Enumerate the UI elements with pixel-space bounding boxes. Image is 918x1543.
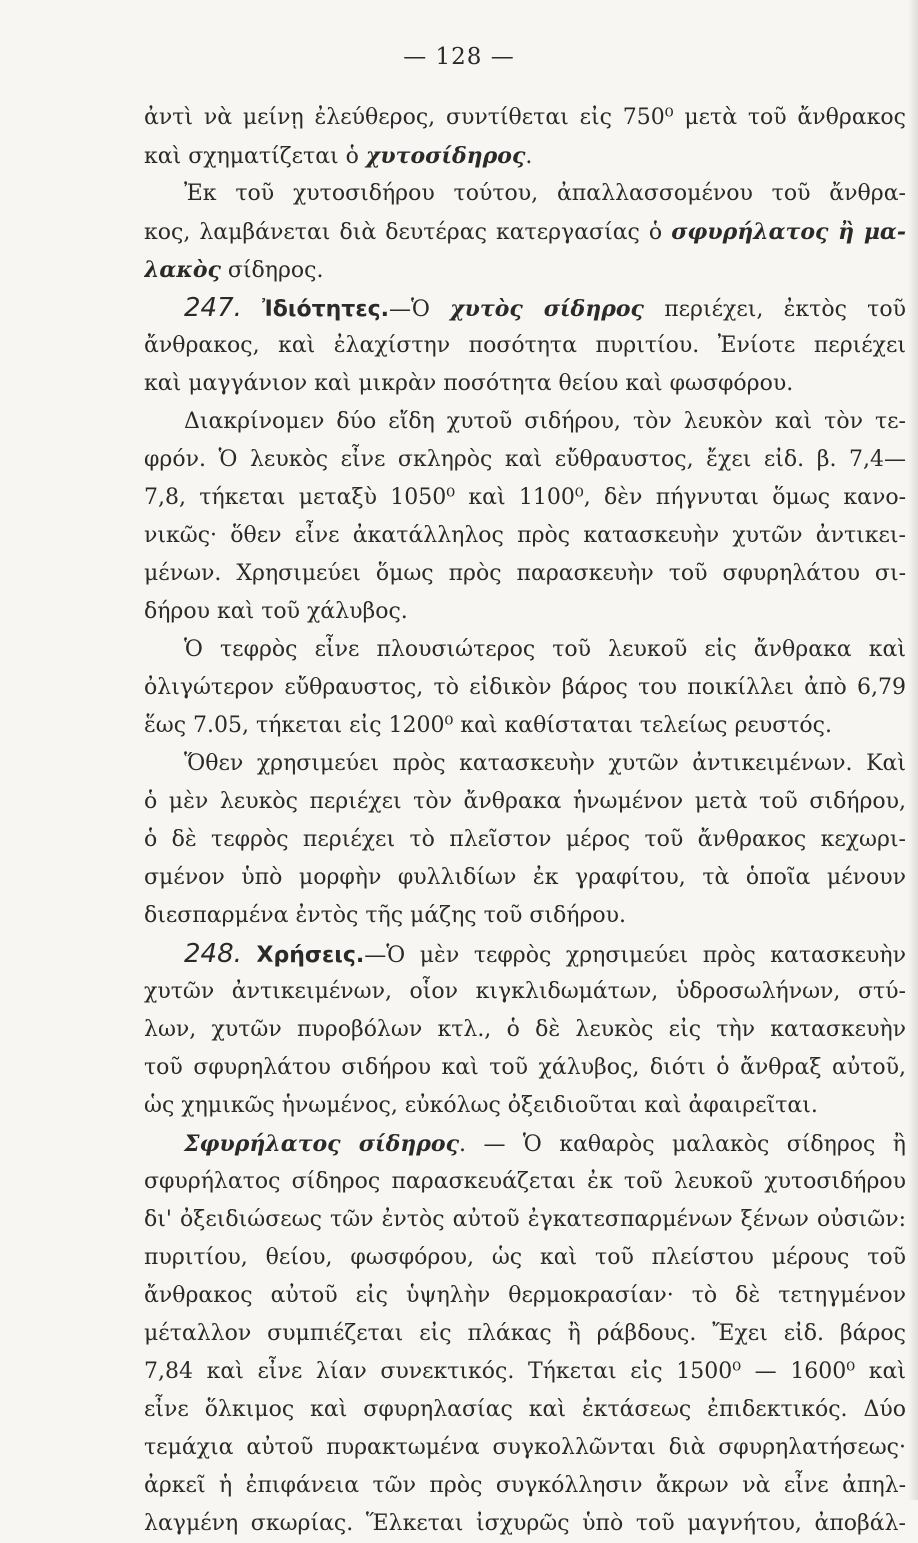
text-line: ἕως 7.05, τήκεται εἰς 1200⁰ καὶ καθίσταται τελείως ρευστός.	[144, 713, 832, 738]
text-line: Ἐκ τοῦ χυτοσιδήρου τούτου, ἀπαλλασσομένου τοῦ ἄνθρα-	[184, 181, 906, 206]
text-line: ὀλιγώτερον εὔθραυστος, τὸ εἰδικὸν βάρος του ποικίλλει ἀπὸ 6,79	[144, 675, 906, 700]
text-line: δι' ὀξειδιώσεως τῶν ἐντὸς αὐτοῦ ἐγκατεσπαρμένων ξένων οὐσιῶν:	[144, 1207, 906, 1232]
text-line: σφυρήλατος σίδηρος παρασκευάζεται ἐκ τοῦ λευκοῦ χυτοσιδήρου	[144, 1169, 906, 1194]
text-line: ἄνθρακος αὐτοῦ εἰς ὑψηλὴν θερμοκρασίαν· τὸ δὲ τετηγμένον	[144, 1283, 906, 1308]
text-line: εἶνε ὅλκιμος καὶ σφυρηλασίας καὶ ἐκτάσεως ἐπιδεκτικός. Δύο	[144, 1397, 906, 1422]
text-line: ὁ δὲ τεφρὸς περιέχει τὸ πλεῖστον μέρος τοῦ ἄνθρακος κεχωρι-	[144, 827, 906, 852]
text-line: κος, λαμβάνεται διὰ δευτέρας κατεργασίας ὁ σφυρήλατος ἢ μα-	[144, 219, 906, 245]
text-line: πυριτίου, θείου, φωσφόρου, ὡς καὶ τοῦ πλείστου μέρους τοῦ	[144, 1245, 906, 1270]
text-line: 7,8, τήκεται μεταξὺ 1050⁰ καὶ 1100⁰, δὲν πήγνυται ὅμως κανο-	[144, 485, 906, 510]
term-chytosideros: χυτοσίδηρος	[365, 143, 526, 169]
section-number: 248.	[184, 939, 242, 969]
section-heading-247: 247. Ἰδιότητες.—Ὁ χυτὸς σίδηρος περιέχει, ἐκτὸς τοῦ	[184, 293, 906, 323]
text-line: μένων. Χρησιμεύει ὅμως πρὸς παρασκευὴν τοῦ σφυρηλάτου σι-	[144, 561, 906, 586]
section-number: 247.	[184, 293, 242, 323]
text-line: σμένον ὑπὸ μορφὴν φυλλιδίων ἐκ γραφίτου, τὰ ὁποῖα μένουν	[144, 865, 906, 890]
text-line: Ὁ τεφρὸς εἶνε πλουσιώτερος τοῦ λευκοῦ εἰς ἄνθρακα καὶ	[184, 637, 906, 662]
text-line: τοῦ σφυρηλάτου σιδήρου καὶ τοῦ χάλυβος, διότι ὁ ἄνθραξ αὐτοῦ,	[144, 1055, 906, 1080]
text-line: λαγμένη σκωρίας. Ἕλκεται ἰσχυρῶς ὑπὸ τοῦ μαγνήτου, ἀποβάλ-	[144, 1511, 906, 1536]
text-line: Διακρίνομεν δύο εἴδη χυτοῦ σιδήρου, τὸν λευκὸν καὶ τὸν τε-	[184, 409, 906, 434]
text-line: χυτῶν ἀντικειμένων, οἷον κιγκλιδωμάτων, ὑδροσωλήνων, στύ-	[144, 979, 906, 1004]
text-line: ἀντὶ νὰ μείνῃ ἐλεύθερος, συντίθεται εἰς 750⁰ μετὰ τοῦ ἄνθρακος	[144, 105, 906, 130]
term-chytos-sideros: χυτὸς σίδηρος	[450, 296, 644, 322]
text-line: ἄνθρακος, καὶ ἐλαχίστην ποσότητα πυριτίου. Ἐνίοτε περιέχει	[144, 333, 906, 358]
body-text	[144, 99, 906, 1543]
section-title: Ἰδιότητες.	[262, 297, 389, 322]
text-line: λακὸς σίδηρος.	[144, 257, 324, 283]
text-line: νικῶς· ὅθεν εἶνε ἀκατάλληλος πρὸς κατασκευὴν χυτῶν ἀντικει-	[144, 523, 906, 548]
text-line: καὶ σχηματίζεται ὁ χυτοσίδηρος.	[144, 143, 533, 169]
text-line: διεσπαρμένα ἐντὸς τῆς μάζης τοῦ σιδήρου.	[144, 903, 627, 928]
text-line: Ὅθεν χρησιμεύει πρὸς κατασκευὴν χυτῶν ἀντικειμένων. Καὶ	[184, 751, 906, 776]
term-sfyrilatos: σφυρήλατος ἢ μα-	[671, 219, 906, 245]
section-title: Χρήσεις.	[256, 943, 365, 968]
subheading-title: Σφυρήλατος σίδηρος	[184, 1131, 459, 1157]
text-line: δήρου καὶ τοῦ χάλυβος.	[144, 599, 408, 624]
scan-edge-shadow	[908, 0, 918, 1500]
section-heading-248: 248. Χρήσεις.—Ὁ μὲν τεφρὸς χρησιμεύει πρὸς κατασκευὴν	[184, 939, 906, 969]
text-line: φρόν. Ὁ λευκὸς εἶνε σκληρὸς καὶ εὔθραυστος, ἔχει εἰδ. β. 7,4—	[144, 447, 906, 472]
text-line: λων, χυτῶν πυροβόλων κτλ., ὁ δὲ λευκὸς εἰς τὴν κατασκευὴν	[144, 1017, 906, 1042]
text-line: τεμάχια αὐτοῦ πυρακτωμένα συγκολλῶνται διὰ σφυρηλατήσεως·	[144, 1435, 906, 1460]
text-line: 7,84 καὶ εἶνε λίαν συνεκτικός. Τήκεται εἰς 1500⁰ — 1600⁰ καὶ	[144, 1359, 906, 1384]
subheading-sfyrilatos: Σφυρήλατος σίδηρος. — Ὁ καθαρὸς μαλακὸς σίδηρος ἢ	[184, 1131, 906, 1157]
text-line: καὶ μαγγάνιον καὶ μικρὰν ποσότητα θείου καὶ φωσφόρου.	[144, 371, 794, 396]
text-line: μέταλλον συμπιέζεται εἰς πλάκας ἢ ράβδους. Ἔχει εἰδ. βάρος	[144, 1321, 906, 1346]
text-line: ὁ μὲν λευκὸς περιέχει τὸν ἄνθρακα ἡνωμένον μετὰ τοῦ σιδήρου,	[144, 789, 906, 814]
text-line: ἀρκεῖ ἡ ἐπιφάνεια τῶν πρὸς συγκόλλησιν ἄκρων νὰ εἶνε ἀπηλ-	[144, 1473, 906, 1498]
page-number: — 128 —	[403, 44, 515, 70]
term-malakos: λακὸς	[144, 257, 221, 283]
text-line: ὡς χημικῶς ἡνωμένος, εὐκόλως ὀξειδιοῦται καὶ ἀφαιρεῖται.	[144, 1093, 818, 1118]
